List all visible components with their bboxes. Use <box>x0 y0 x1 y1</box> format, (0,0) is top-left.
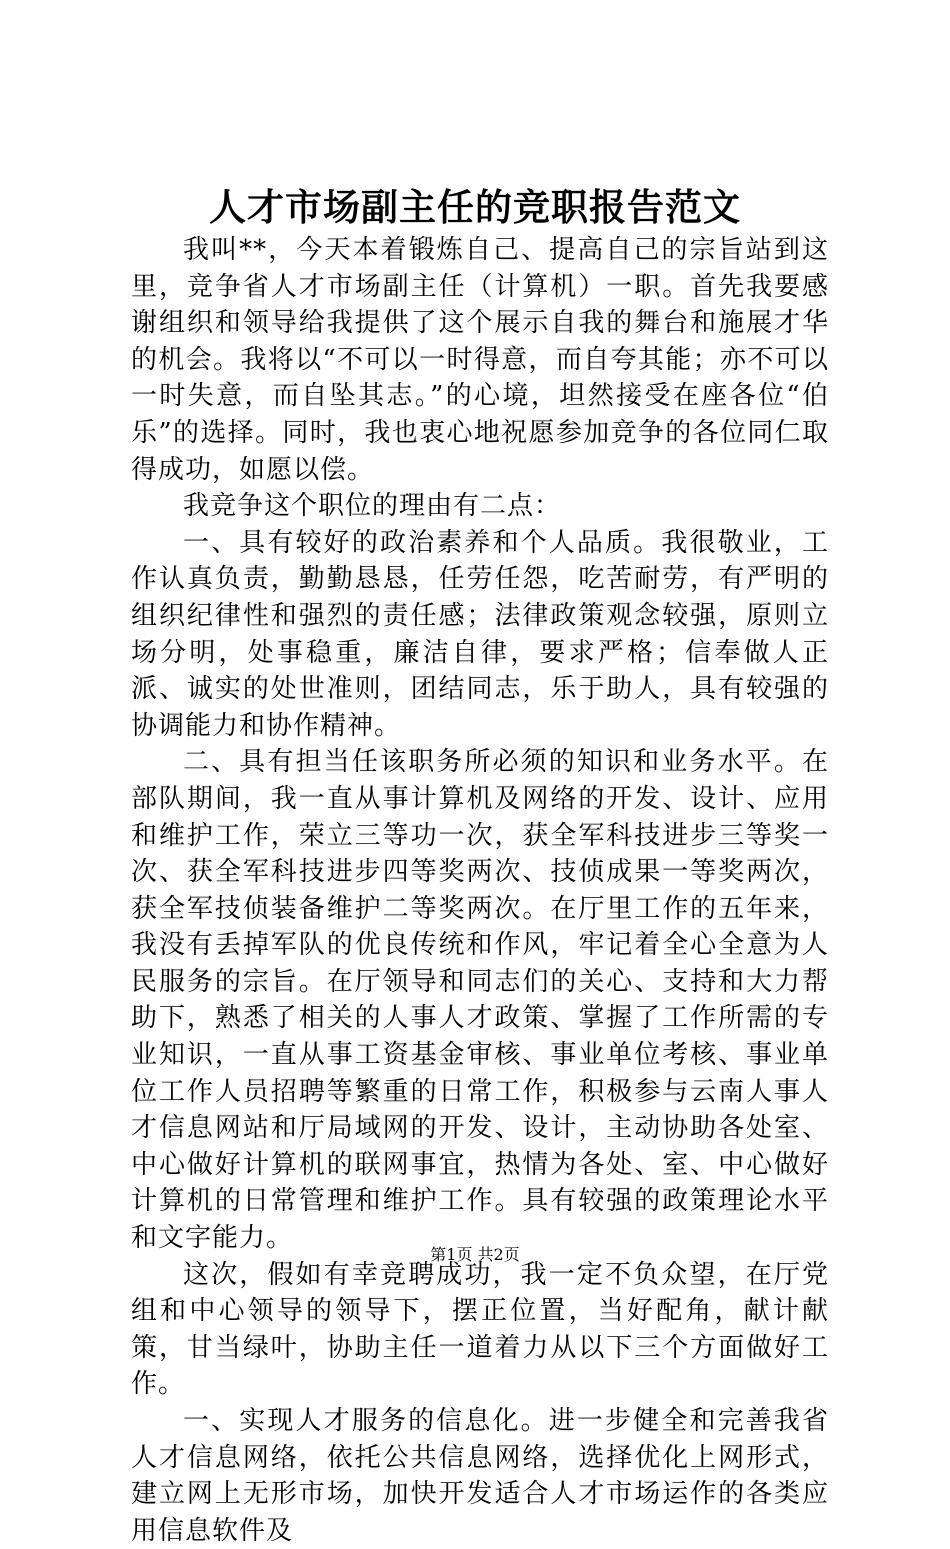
paragraph-intro: 我叫**，今天本着锻炼自己、提高自己的宗旨站到这里，竞争省人才市场副主任（计算机）一职。首先我要感谢组织和领导给我提供了这个展示自我的舞台和施展才华的机会。我将以“不可以一时得意，而自夸其能；亦不可以一时失意，而自坠其志。”的心境，坦然接受在座各位“伯乐”的选择。同时，我也衷心地祝愿参加竞争的各位同仁取得成功，如愿以偿。 <box>131 235 829 485</box>
paragraph-reason-one: 一、具有较好的政治素养和个人品质。我很敬业，工作认真负责，勤勤恳恳，任劳任怨，吃苦耐劳，有严明的组织纪律性和强烈的责任感；法律政策观念较强，原则立场分明，处事稳重，廉洁自律，要求严格；信奉做人正派、诚实的处世准则，团结同志，乐于助人，具有较强的协调能力和协作精神。 <box>131 527 829 741</box>
paragraph-reason-two: 二、具有担当任该职务所必须的知识和业务水平。在部队期间，我一直从事计算机及网络的开发、设计、应用和维护工作，荣立三等功一次，获全军科技进步三等奖一次、获全军科技进步四等奖两次、技侦成果一等奖两次，获全军技侦装备维护二等奖两次。在厅里工作的五年来，我没有丢掉军队的优良传统和作风，牢记着全心全意为人民服务的宗旨。在厅领导和同志们的关心、支持和大力帮助下，熟悉了相关的人事人才政策、掌握了工作所需的专业知识，一直从事工资基金审核、事业单位考核、事业单位工作人员招聘等繁重的日常工作，积极参与云南人事人才信息网站和厅局域网的开发、设计，主动协助各处室、中心做好计算机的联网事宜，热情为各处、室、中心做好计算机的日常管理和维护工作。具有较强的政策理论水平和文字能力。 <box>131 747 829 1254</box>
document-title: 人才市场副主任的竞职报告范文 <box>209 185 741 229</box>
paragraph-reasons-heading: 我竞争这个职位的理由有二点： <box>183 491 562 522</box>
paragraph-plan-one: 一、实现人才服务的信息化。进一步健全和完善我省人才信息网络，依托公共信息网络，选择优化上网形式，建立网上无形市场，加快开发适合人才市场运作的各类应用信息软件及 <box>131 1406 829 1546</box>
document-body <box>131 232 829 1549</box>
paragraph-commitment: 这次，假如有幸竞聘成功，我一定不负众望，在厅党组和中心领导的领导下，摆正位置，当好配角，献计献策，甘当绿叶，协助主任一道着力从以下三个方面做好工作。 <box>131 1259 829 1400</box>
page-footer: 第1页 共2页 <box>430 1245 520 1264</box>
